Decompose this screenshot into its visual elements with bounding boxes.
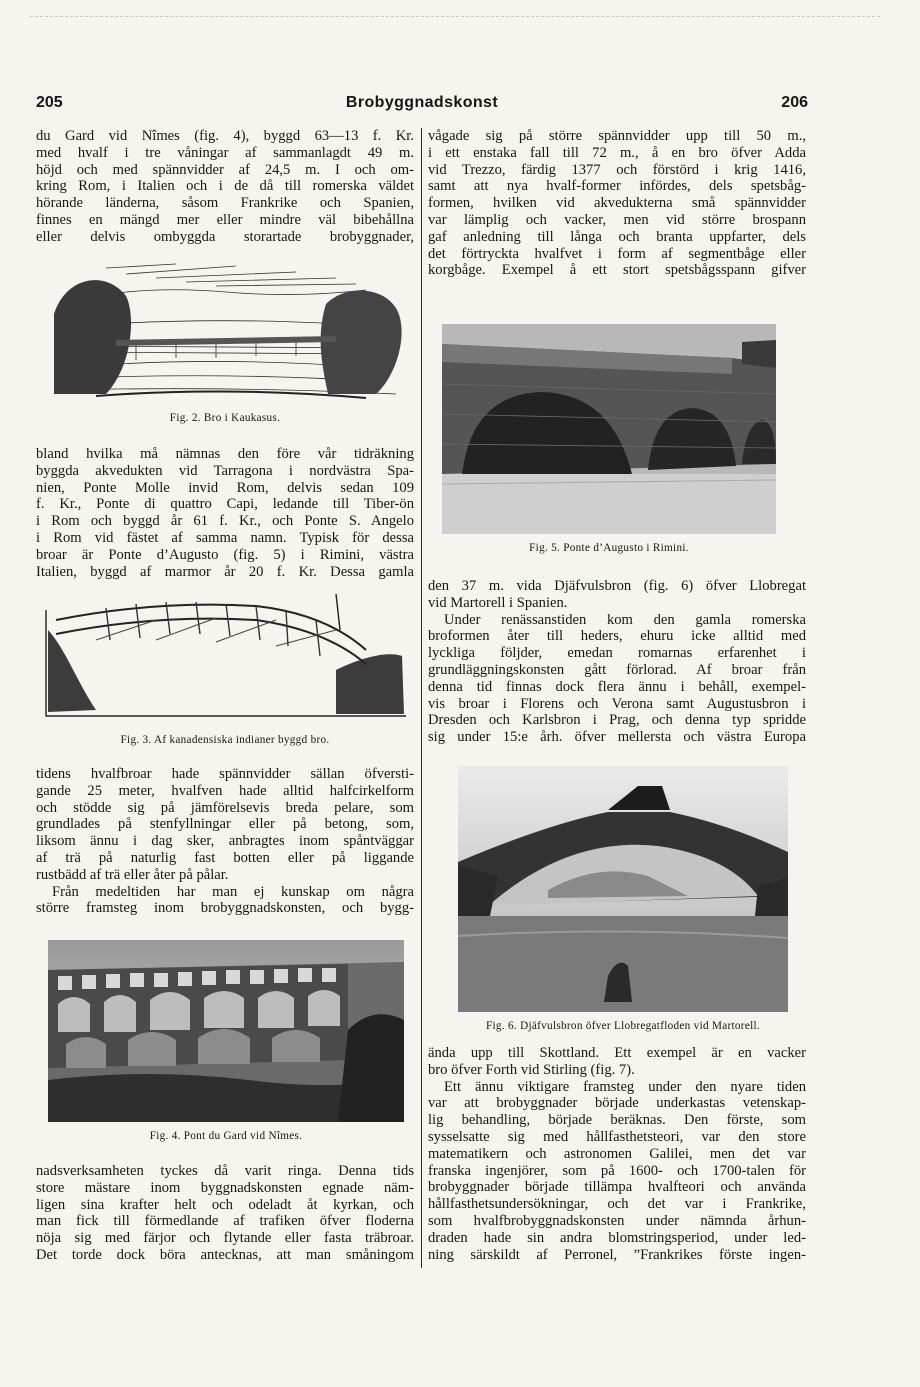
text-line: med hvalf i tre våningar af sammanlagdt 49 m. [36, 144, 414, 161]
text-line: höjd och med spännvidder af 24,5 m. I och om- [36, 161, 414, 178]
text-line: Dresden och Karlsbron i Prag, och denna typ spridde [428, 712, 806, 729]
text-line: vid Trezzo, färdig 1377 och förstörd i krig 1416, [428, 161, 806, 178]
text-line: broformen åter till heders, ehuru icke alltid med [428, 628, 806, 645]
figure-2-caption: Fig. 2. Bro i Kaukasus. [169, 412, 281, 424]
text-line: sysselsatte sig med hållfasthetsteori, var den store [428, 1128, 806, 1145]
column-divider [421, 128, 422, 1268]
text-line: var lämplig och vacker, men vid större brospann [428, 211, 806, 228]
running-title: Brobyggnadskonst [345, 94, 499, 111]
text-line: du Gard vid Nîmes (fig. 4), byggd 63—13 f. Kr. [36, 128, 414, 144]
left-paragraph-1 [36, 128, 414, 246]
text-line: liksom ännu i dag sker, anbragtes inom spåntväggar [36, 833, 414, 850]
text-line: franska ingenjörer, som på 1600- och 1700-talen för [428, 1162, 806, 1179]
figure-6 [438, 766, 808, 1038]
text-line: lig behandling, började beräknas. Den förste, som [428, 1112, 806, 1129]
text-line: man fick till förmedlande af trafiken öfver floderna [36, 1213, 414, 1230]
figure-5-caption: Fig. 5. Ponte d’Augusto i Rimini. [529, 542, 689, 554]
text-line: store mästare inom byggnadskonsten egnade näm- [36, 1179, 414, 1196]
text-line: hållfasthetsundersökningar, och det var i Frankrike, [428, 1196, 806, 1213]
text-line: gaf anledning till långa och branta uppfarter, dels [428, 228, 806, 245]
text-line: draden hade sin andra blomstringsperiod, under led- [428, 1229, 806, 1246]
figure-4 [48, 940, 404, 1150]
text-line: Från medeltiden har man ej kunskap om några [52, 883, 414, 900]
text-line: grundläggningskonsten gått förlorad. Af broar från [428, 661, 806, 678]
text-line: och stödde sig på jämförelsevis breda pelare, som [36, 799, 414, 816]
text-line: formen, hvilken vid akvedukterna små spännvidder [428, 195, 806, 212]
text-line: Italien, byggd af marmor år 20 f. Kr. Dessa gamla [36, 563, 414, 580]
text-line: matematikern och astronomen Galilei, men det var [428, 1145, 806, 1162]
right-paragraph-4 [428, 1045, 806, 1263]
text-line: vid Martorell i Spanien. [428, 594, 568, 611]
text-line: samt att nya hvalf-former infördes, dels spetsbåg- [428, 178, 806, 195]
page-header [36, 94, 808, 118]
pont-du-gard-photo [48, 940, 404, 1122]
text-line: Under renässanstiden kom den gamla romerska [444, 611, 806, 628]
text-line: vis broar i Florens och Verona samt Augustusbron i [428, 695, 806, 712]
text-line: ning särskildt af Perronel, ”Frankrikes förste ingen- [428, 1246, 806, 1263]
text-line: Ett ännu viktigare framsteg under den nyare tiden [444, 1078, 806, 1095]
text-line: i Rom vid fästet af samma namn. Typisk för dessa [36, 529, 414, 546]
text-line: bland hvilka må nämnas den före vår tidräkning [36, 446, 414, 462]
text-line: finnes en mängd mer eller mindre väl bibehållna [36, 211, 414, 228]
text-line: gande 25 meter, hvalfven hade alltid halfcirkelform [36, 782, 414, 799]
text-line: nadsverksamheten tyckes då varit ringa. Denna tids [36, 1163, 414, 1179]
text-line: i Rom och byggd år 61 f. Kr., och Ponte S. Angelo [36, 513, 414, 530]
right-paragraph-2 [428, 578, 806, 746]
text-line: tidens hvalfbroar hade spännvidder sällan öfversti- [36, 766, 414, 782]
text-line: f. Kr., Ponte di quattro Capi, ledande till Tiber-ön [36, 496, 414, 513]
ponte-augusto-photo [442, 324, 776, 534]
text-line: korgbåge. Exempel å ett stort spetsbågsspann gifver [428, 262, 806, 279]
text-line: Det torde dock böra antecknas, att man småningom [36, 1246, 414, 1263]
text-line: kring Rom, i Italien och i de då till romerska väldet [36, 178, 414, 195]
text-line: var att brobyggnader började underkastas vetenskap- [428, 1095, 806, 1112]
text-line: grundlades på stenfyllningar eller på betong, som, [36, 816, 414, 833]
djafvulsbron-photo [458, 766, 788, 1012]
text-line: nöja sig med färjor och flytande eller fasta träbroar. [36, 1230, 414, 1247]
left-paragraph-5 [36, 1163, 414, 1264]
text-line: denna tid finnas dock flera ännu i behåll, exempel- [428, 678, 806, 695]
text-line: vågade sig på större spännvidder upp till 50 m., [428, 128, 806, 144]
figure-3 [36, 590, 414, 752]
right-paragraph-1 [428, 128, 806, 279]
text-line: den 37 m. vida Djäfvulsbron (fig. 6) öfver Llobregat [428, 578, 806, 594]
text-line: lyckliga följder, emedan romarnas erfarenhet i [428, 645, 806, 662]
text-line: det förtryckta hvalfvet i form af segmentbåge eller [428, 245, 806, 262]
figure-3-caption: Fig. 3. Af kanadensiska indianer byggd bro. [120, 734, 330, 746]
text-line: brobyggnader började tillämpa hvalfteori och använda [428, 1179, 806, 1196]
indian-bridge-drawing [36, 590, 414, 720]
text-line: nien, Ponte Molle invid Rom, delvis sedan 109 [36, 479, 414, 496]
page-number-left: 205 [36, 94, 63, 111]
text-line: som hvalfbrobyggnadskonsten under nämnda århun- [428, 1212, 806, 1229]
text-line: i ett enstaka fall till 72 m., å en bro öfver Adda [428, 144, 806, 161]
text-line: rustbädd af trä eller åter på pålar. [36, 866, 229, 883]
text-line: ända upp till Skottland. Ett exempel är en vacker [428, 1045, 806, 1061]
figure-5 [442, 324, 776, 560]
text-line: större framsteg inom brobyggnadskonsten, och bygg- [36, 900, 414, 917]
text-line: eller delvis ombyggda storartade brobyggnader, [36, 228, 414, 245]
left-paragraph-3 [36, 766, 414, 917]
text-line: broar är Ponte d’Augusto (fig. 5) i Rimini, västra [36, 546, 414, 563]
figure-2 [36, 256, 414, 432]
text-line: byggda akvedukten vid Tarragona i nordvästra Spa- [36, 462, 414, 479]
top-edge-rule [30, 16, 880, 17]
page-number-right: 206 [781, 94, 808, 111]
figure-6-caption: Fig. 6. Djäfvulsbron öfver Llobregatfloden vid Martorell. [485, 1020, 761, 1032]
text-line: sig under 15:e årh. öfver mellersta och västra Europa [428, 729, 806, 746]
text-line: ligen sina krafter helt och odeladt åt kyrkan, och [36, 1196, 414, 1213]
text-line: bro öfver Forth vid Stirling (fig. 7). [428, 1061, 635, 1078]
caucasus-bridge-engraving [36, 256, 414, 406]
left-paragraph-2 [36, 446, 414, 580]
text-line: hörande länderna, såsom Frankrike och Spanien, [36, 195, 414, 212]
text-line: af trä på naturlig fast botten eller på liggande [36, 849, 414, 866]
figure-4-caption: Fig. 4. Pont du Gard vid Nîmes. [149, 1130, 303, 1142]
